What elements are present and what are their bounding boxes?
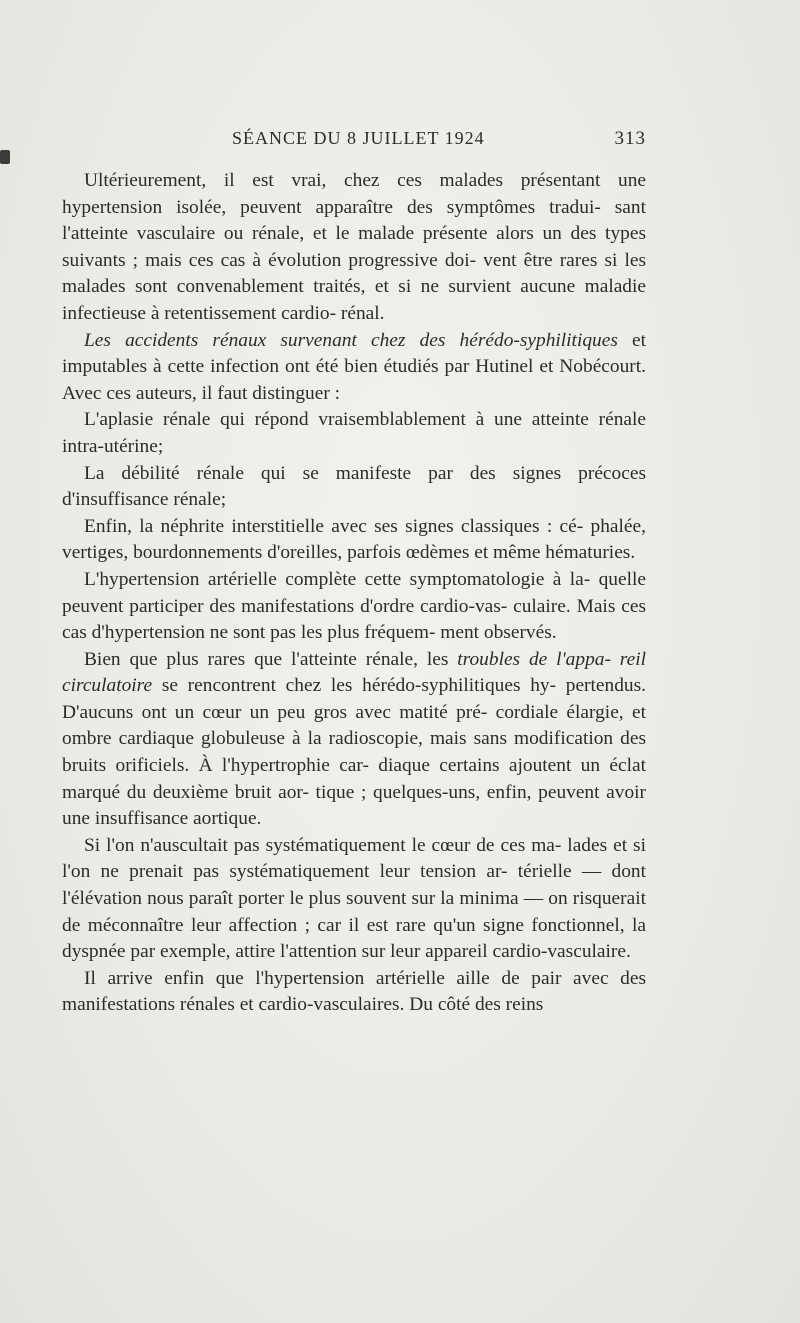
paragraph: Enfin, la néphrite interstitielle avec ses signes classiques : cé- phalée, vertiges, bourdonnements d'oreilles, parfois œdèmes et même hématuries. <box>62 515 646 564</box>
running-header <box>62 128 646 156</box>
page-number: 313 <box>614 128 646 149</box>
paragraph: L'aplasie rénale qui répond vraisemblablement à une atteinte rénale intra-utérine; <box>62 409 646 457</box>
paragraph: Il arrive enfin que l'hypertension artérielle aille de pair avec des manifestations rénales et cardio-vasculaires. Du côté des reins <box>62 967 646 1016</box>
paragraph: Si l'on n'auscultait pas systématiquement le cœur de ces ma- lades et si l'on ne prenait pas systématiquement leur tension ar- térielle — dont l'élévation nous paraît porter le plus souvent sur la minima — on risquerait de méconnaître leur affection ; car il est rare qu'un signe fonctionnel, la dyspnée par exemple, attire l'attention sur leur appareil cardio-vasculaire. <box>62 834 646 963</box>
paragraph: Ultérieurement, il est vrai, chez ces malades présentant une hypertension isolée, peuvent apparaître des symptômes tradui- sant l'atteinte vasculaire ou rénale, et le malade présente alors un des types suivants ; mais ces cas à évolution progressive doi- vent être rares si les malades sont convenablement traités, et si ne survient aucune maladie infectieuse à retentissement cardio- rénal. <box>62 170 646 324</box>
body-text <box>62 168 646 1019</box>
italic-phrase: Les accidents rénaux survenant chez des hérédo-syphilitiques <box>84 329 618 351</box>
paragraph: La débilité rénale qui se manifeste par des signes précoces d'insuffisance rénale; <box>62 462 646 511</box>
paragraph: Les accidents rénaux survenant chez des hérédo-syphilitiques et imputables à cette infection ont été bien étudiés par Hutinel et Nobécourt. Avec ces auteurs, il faut distinguer : <box>62 329 646 404</box>
italic-phrase: troubles de l'appa- reil circulatoire <box>62 648 646 697</box>
margin-ink-mark <box>0 150 10 164</box>
paragraph: Bien que plus rares que l'atteinte rénale, les troubles de l'appa- reil circulatoire se rencontrent chez les hérédo-syphilitiques hy- pertendus. D'aucuns ont un cœur un peu gros avec matité pré- cordiale élargie, et ombre cardiaque globuleuse à la radioscopie, mais sans modification des bruits orificiels. À l'hypertrophie car- diaque certains ajoutent un éclat marqué du deuxième bruit aor- tique ; quelques-uns, enfin, peuvent avoir une insuffisance aortique. <box>62 648 646 830</box>
paragraph: L'hypertension artérielle complète cette symptomatologie à la- quelle peuvent participer des manifestations d'ordre cardio-vas- culaire. Mais ces cas d'hypertension ne sont pas les plus fréquem- ment observés. <box>62 568 646 644</box>
header-title: SÉANCE DU 8 JUILLET 1924 <box>232 128 485 148</box>
